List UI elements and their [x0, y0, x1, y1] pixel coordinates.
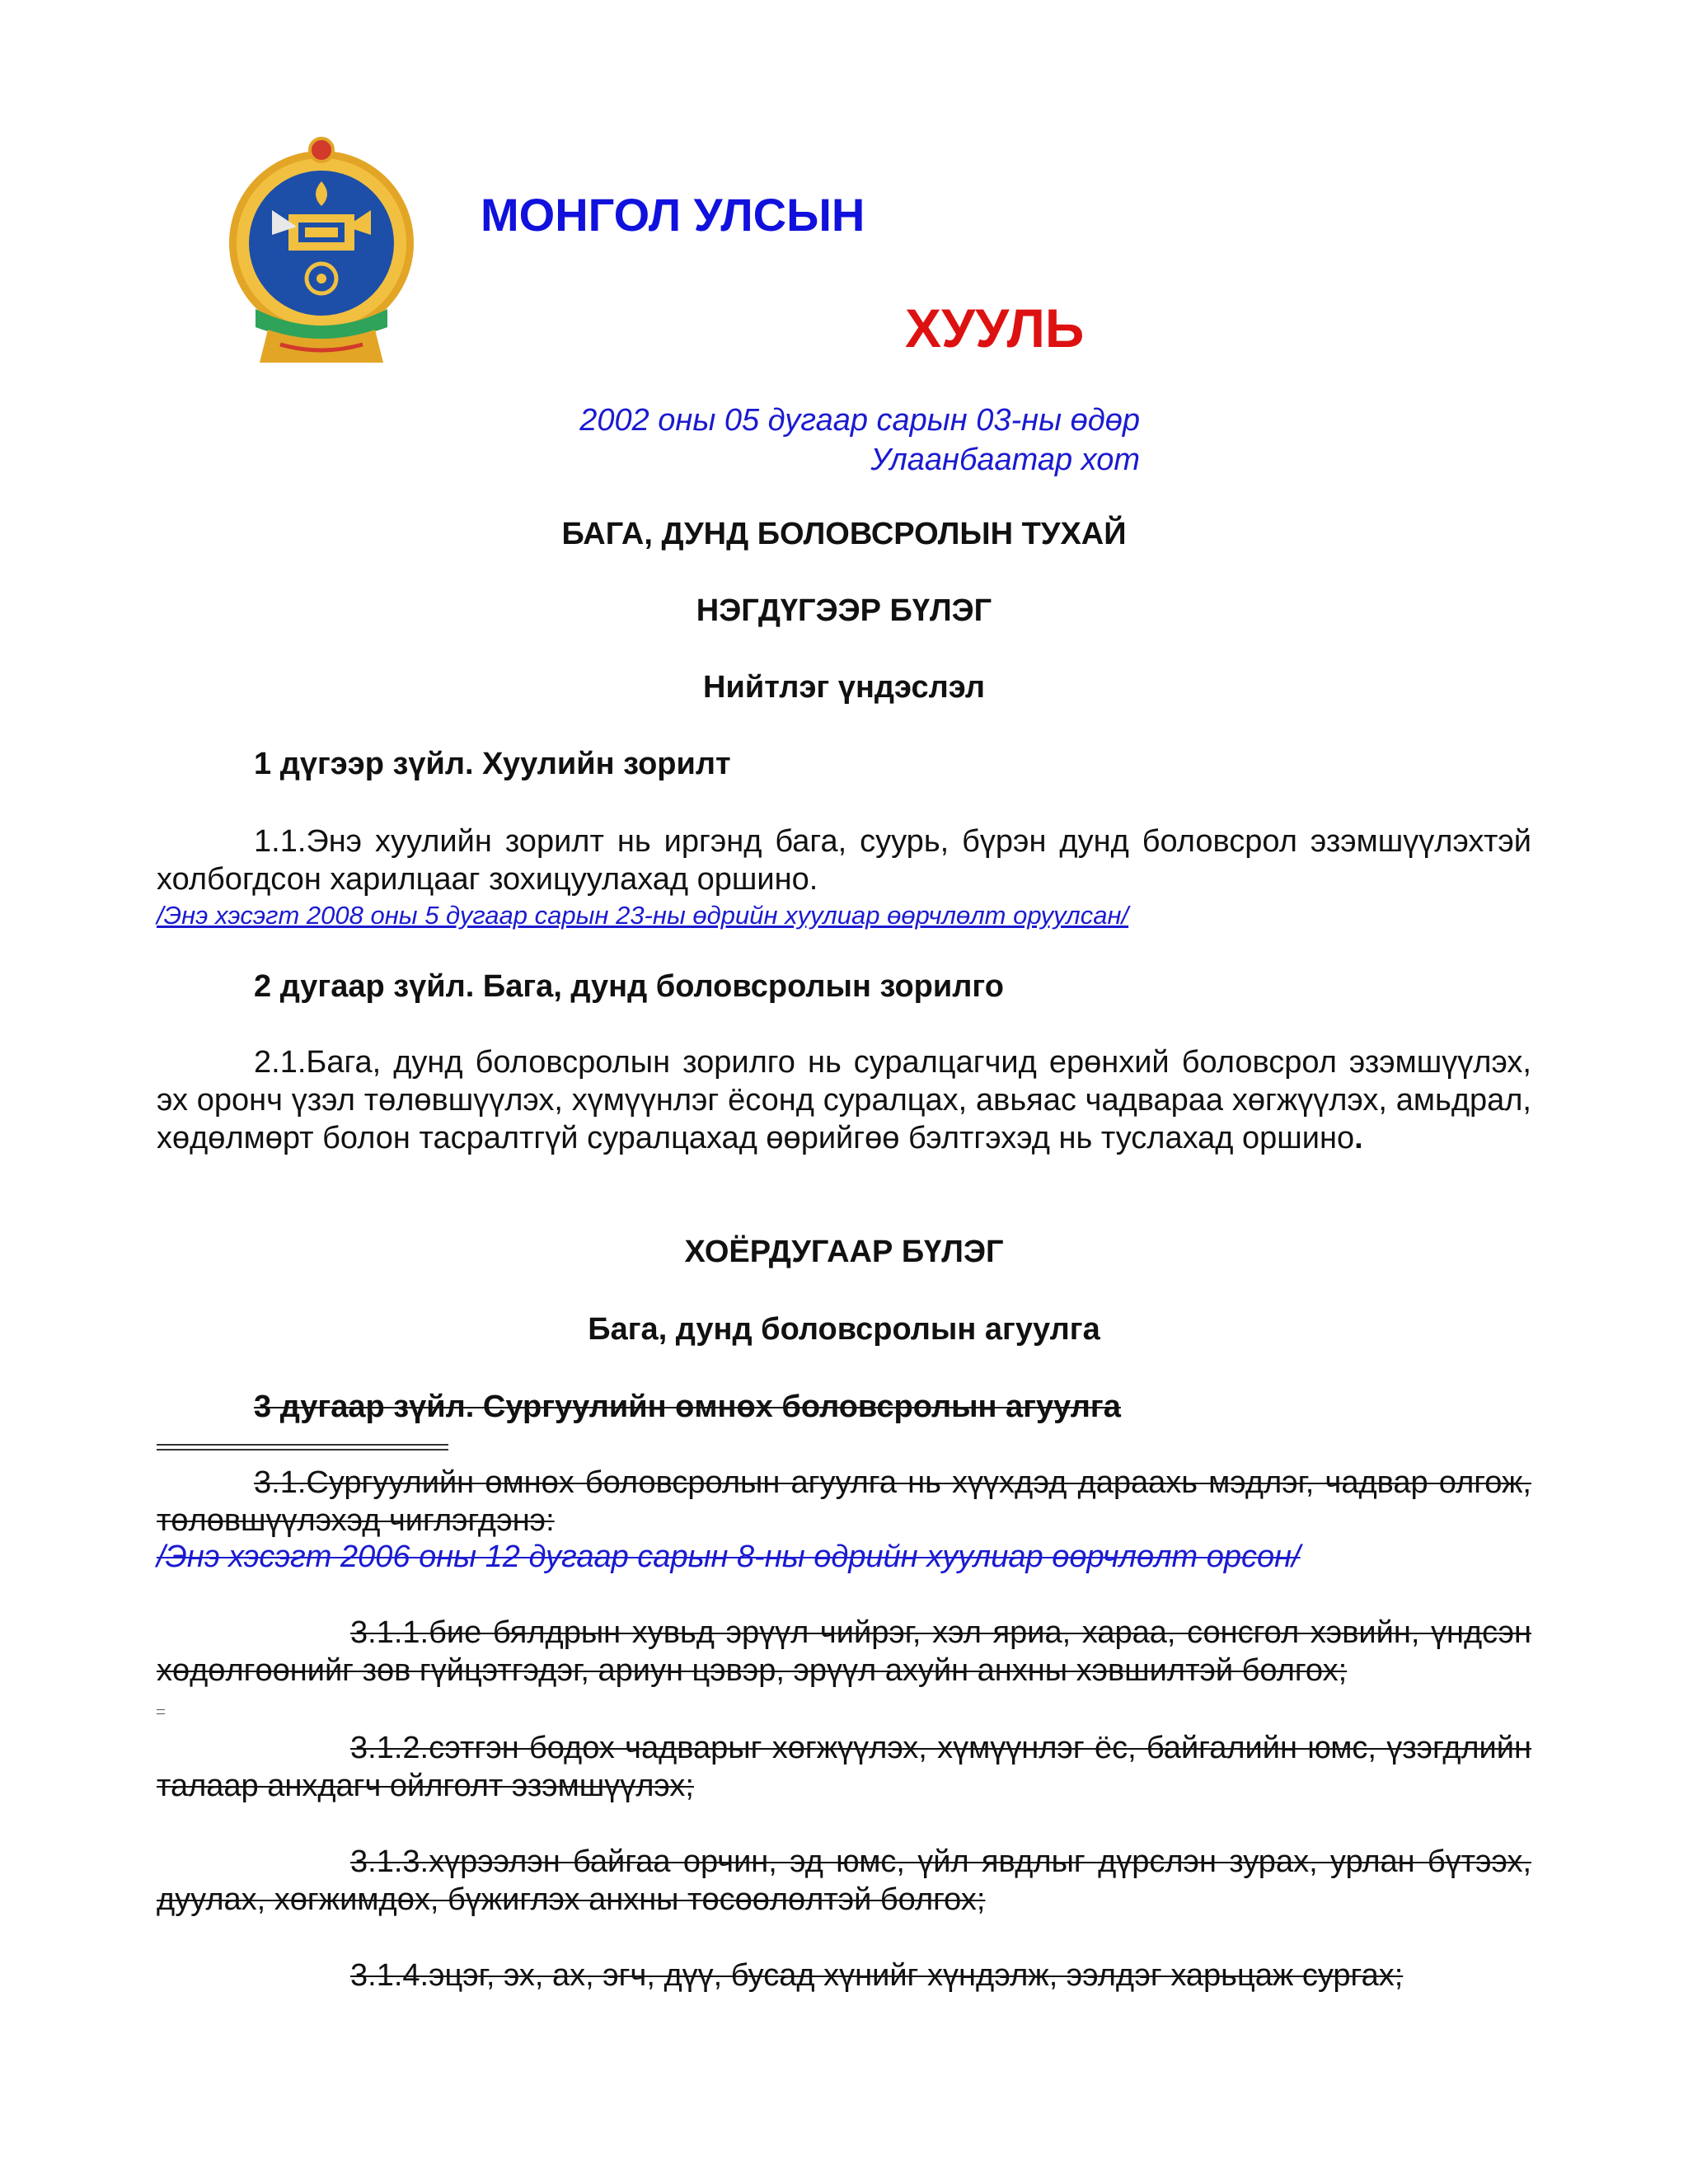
article3-item-1 [157, 1614, 1531, 1690]
article2-text: 2.1.Бага, дунд боловсролын зорилго нь суралцагчид ерөнхий боловсрол эзэмшүүлэх, эх оронч үзэл төлөвшүүлэх, хүмүүнлэг ёсонд суралцах, авьяас чадвараа хөгжүүлэх, амьдрал, хөдөлмөрт болон тасралтгүй суралцахад өөрийгөө бэлтгэхэд нь туслахад оршино [157, 1045, 1531, 1155]
law-title: БАГА, ДУНД БОЛОВСРОЛЫН ТУХАЙ [561, 517, 1127, 551]
chapter1-subtitle: Нийтлэг үндэслэл [703, 670, 985, 705]
deleted-rule [157, 1444, 448, 1451]
amendment-note-1[interactable]: /Энэ хэсэгт 2008 оны 5 дугаар сарын 23-ны өдрийн хуулиар өөрчлөлт оруулсан/ [157, 901, 1129, 930]
title-law: ХУУЛЬ [905, 298, 1085, 359]
article3-heading: 3 дугаар зүйл. Сургуулийн өмнөх боловсролын агуулга [254, 1390, 1121, 1424]
article3-paragraph [157, 1464, 1531, 1540]
law-date: 2002 оны 05 дугаар сарын 03-ны өдөр [579, 403, 1140, 438]
article3-item-4 [157, 1957, 1531, 1994]
article2-end-mark: . [1354, 1121, 1363, 1155]
article3-item-3-text: 3.1.3.хүрээлэн байгаа орчин, эд юмс, үйл явдлыг дүрслэн зурах, урлан бүтээх, дуулах, хөгжимдөх, бүжиглэх анхны төсөөлөлтэй болгох; [157, 1844, 1531, 1917]
article3-text: 3.1.Сургуулийн өмнөх боловсролын агуулга нь хүүхдэд дараахь мэдлэг, чадвар олгож, төлөвшүүлэхэд чиглэгдэнэ: [157, 1465, 1531, 1538]
article2-paragraph [157, 1043, 1531, 1157]
law-place: Улаанбаатар хот [870, 443, 1140, 477]
chapter2-subtitle: Бага, дунд боловсролын агуулга [588, 1312, 1100, 1347]
article3-item-2 [157, 1729, 1531, 1805]
title-country: МОНГОЛ УЛСЫН [481, 189, 865, 241]
article3-item-4-text: 3.1.4.эцэг, эх, ах, эгч, дүү, бусад хүнийг хүндэлж, ээлдэг харьцаж сургах; [350, 1958, 1404, 1993]
state-emblem-icon [223, 132, 420, 379]
article3-item-1-text: 3.1.1.бие бялдрын хувьд эрүүл чийрэг, хэл яриа, хараа, сонсгол хэвийн, үндсэн хөдөлгөөнийг зөв гүйцэтгэдэг, ариун цэвэр, эрүүл ахуйн анхны хэвшилтэй болгох; [157, 1615, 1531, 1688]
chapter1-heading: НЭГДҮГЭЭР БҮЛЭГ [696, 593, 992, 628]
article3-item-3 [157, 1843, 1531, 1919]
article2-heading: 2 дугаар зүйл. Бага, дунд боловсролын зорилго [254, 969, 1004, 1004]
deleted-mark [157, 1709, 165, 1714]
article1-text: 1.1.Энэ хуулийн зорилт нь иргэнд бага, суурь, бүрэн дунд боловсрол эзэмшүүлэхтэй холбогдсон харилцааг зохицуулахад оршино. [157, 824, 1531, 897]
article1-heading: 1 дүгээр зүйл. Хуулийн зорилт [254, 747, 731, 781]
article3-item-2-text: 3.1.2.сэтгэн бодох чадварыг хөгжүүлэх, хүмүүнлэг ёс, байгалийн юмс, үзэгдлийн талаар анхдагч ойлголт эзэмшүүлэх; [157, 1731, 1531, 1803]
date-place-block [579, 401, 1140, 480]
chapter2-heading: ХОЁРДУГААР БҮЛЭГ [684, 1235, 1004, 1269]
amendment-note-2[interactable]: /Энэ хэсэгт 2006 оны 12 дугаар сарын 8-ны өдрийн хуулиар өөрчлөлт орсон/ [157, 1540, 1301, 1574]
article1-paragraph [157, 823, 1531, 898]
